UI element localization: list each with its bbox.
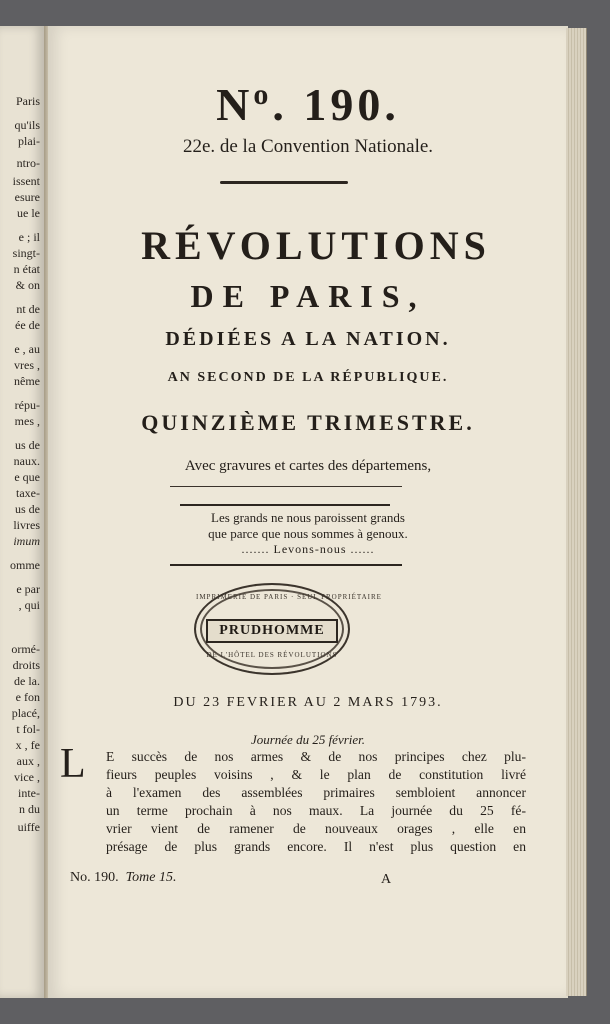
- publisher-stamp: [194, 583, 382, 675]
- previous-page-text-fragment: ée de: [15, 318, 40, 332]
- previous-page-text-fragment: omme: [10, 558, 40, 572]
- divider-rule: [170, 486, 402, 487]
- dedication: DÉDIÉES A LA NATION.: [165, 328, 451, 350]
- previous-page-text-fragment: nême: [14, 374, 40, 388]
- body-text: [106, 748, 526, 856]
- previous-page-text-fragment: Paris: [16, 94, 40, 108]
- motto-line-1: Les grands ne nous paroissent grands: [211, 510, 405, 525]
- previous-page-text-fragment: naux.: [13, 454, 40, 468]
- previous-page-text-fragment: ntro-: [16, 156, 40, 170]
- previous-page-text-fragment: de la.: [14, 674, 40, 688]
- previous-page-text-fragment: us de: [15, 502, 40, 516]
- previous-page-text-fragment: , qui: [18, 598, 40, 612]
- previous-page-text-fragment: aux ,: [16, 754, 40, 768]
- title-page: [48, 26, 568, 998]
- previous-page-text-fragment: n du: [19, 802, 40, 816]
- previous-page-text-fragment: t fol-: [16, 722, 40, 736]
- date-range: DU 23 FEVRIER AU 2 MARS 1793.: [173, 695, 443, 710]
- previous-page-text-fragment: e fon: [15, 690, 40, 704]
- previous-page-text-fragment: e par: [16, 582, 40, 596]
- previous-page-text-fragment: ormé-: [11, 642, 40, 656]
- previous-page-text-fragment: esure: [14, 190, 40, 204]
- previous-page-text-fragment: taxe-: [16, 486, 40, 500]
- previous-page-edge: [0, 26, 46, 998]
- previous-page-text-fragment: e que: [14, 470, 40, 484]
- previous-page-text-fragment: e , au: [14, 342, 40, 356]
- previous-page-text-fragment: vres ,: [14, 358, 40, 372]
- previous-page-text-fragment: vice ,: [14, 770, 40, 784]
- previous-page-text-fragment: mes ,: [14, 414, 40, 428]
- body-line: présage de plus grands encore. Il n'est plus question en: [106, 839, 526, 854]
- body-line: un terme prochain à nos maux. La journée du 25 fé-: [106, 803, 526, 818]
- motto-line-3: ....... Levons-nous ......: [241, 542, 375, 556]
- trimestre: QUINZIÈME TRIMESTRE.: [141, 410, 475, 435]
- ornamental-rule: [220, 181, 348, 184]
- body-line: à l'examen des assemblées primaires sembloient annoncer: [106, 785, 526, 800]
- body-line: E succès de nos armes & de nos principes chez plu-: [106, 749, 526, 764]
- previous-page-text-fragment: qu'ils: [14, 118, 40, 132]
- previous-page-text-fragment: livres: [13, 518, 40, 532]
- previous-page-text-fragment: nt de: [16, 302, 40, 316]
- previous-page-text-fragment: singt-: [12, 246, 40, 260]
- previous-page-text-fragment: placé,: [11, 706, 40, 720]
- drop-cap: L: [60, 741, 86, 787]
- convention-line: 22e. de la Convention Nationale.: [182, 136, 434, 157]
- previous-page-text-fragment: e ; il: [18, 230, 40, 244]
- previous-page-text-fragment: uiffe: [17, 820, 40, 834]
- previous-page-text-fragment: droits: [12, 658, 40, 672]
- page-block-edge: [566, 28, 587, 996]
- divider-rule: [170, 564, 402, 566]
- previous-page-text-fragment: ue le: [17, 206, 40, 220]
- previous-page-text-fragment: plai-: [18, 134, 40, 148]
- stamp-name: PRUDHOMME: [206, 619, 338, 643]
- body-line: fieurs peuples voisins , & le plan de constitution livré: [106, 767, 526, 782]
- engravings-note: Avec gravures et cartes des départemens,: [184, 458, 432, 474]
- previous-page-text-fragment: répu-: [14, 398, 40, 412]
- previous-page-text-fragment: n état: [13, 262, 40, 276]
- issue-number: $N^o$. 190.: [216, 78, 400, 130]
- publication-title: RÉVOLUTIONS: [141, 223, 491, 268]
- gathering-letter: A: [381, 872, 392, 887]
- previous-page-text-fragment: issent: [12, 174, 40, 188]
- divider-rule: [180, 504, 390, 506]
- stamp-ring-text: IMPRIMERIE DE PARIS · SEUL PROPRIÉTAIRE: [196, 593, 382, 601]
- republic-year: AN SECOND DE LA RÉPUBLIQUE.: [167, 370, 449, 385]
- journee-heading: Journée du 25 février.: [250, 732, 366, 747]
- motto-line-2: que parce que nous sommes à genoux.: [208, 526, 408, 541]
- previous-page-text-fragment: us de: [15, 438, 40, 452]
- publication-title-line-2: DE PARIS,: [190, 278, 426, 314]
- previous-page-text-fragment: x , fe: [15, 738, 40, 752]
- previous-page-text-fragment: inte-: [18, 786, 40, 800]
- signature-mark: No. 190. Tome 15.: [70, 870, 177, 885]
- previous-page-text-fragment: imum: [13, 534, 40, 548]
- previous-page-text-fragment: & on: [15, 278, 40, 292]
- body-line: vrier vient de ramener de nouveaux orages , elle en: [106, 821, 526, 836]
- stamp-seal-text: DE L'HÔTEL DES RÉVOLUTIONS: [206, 651, 338, 659]
